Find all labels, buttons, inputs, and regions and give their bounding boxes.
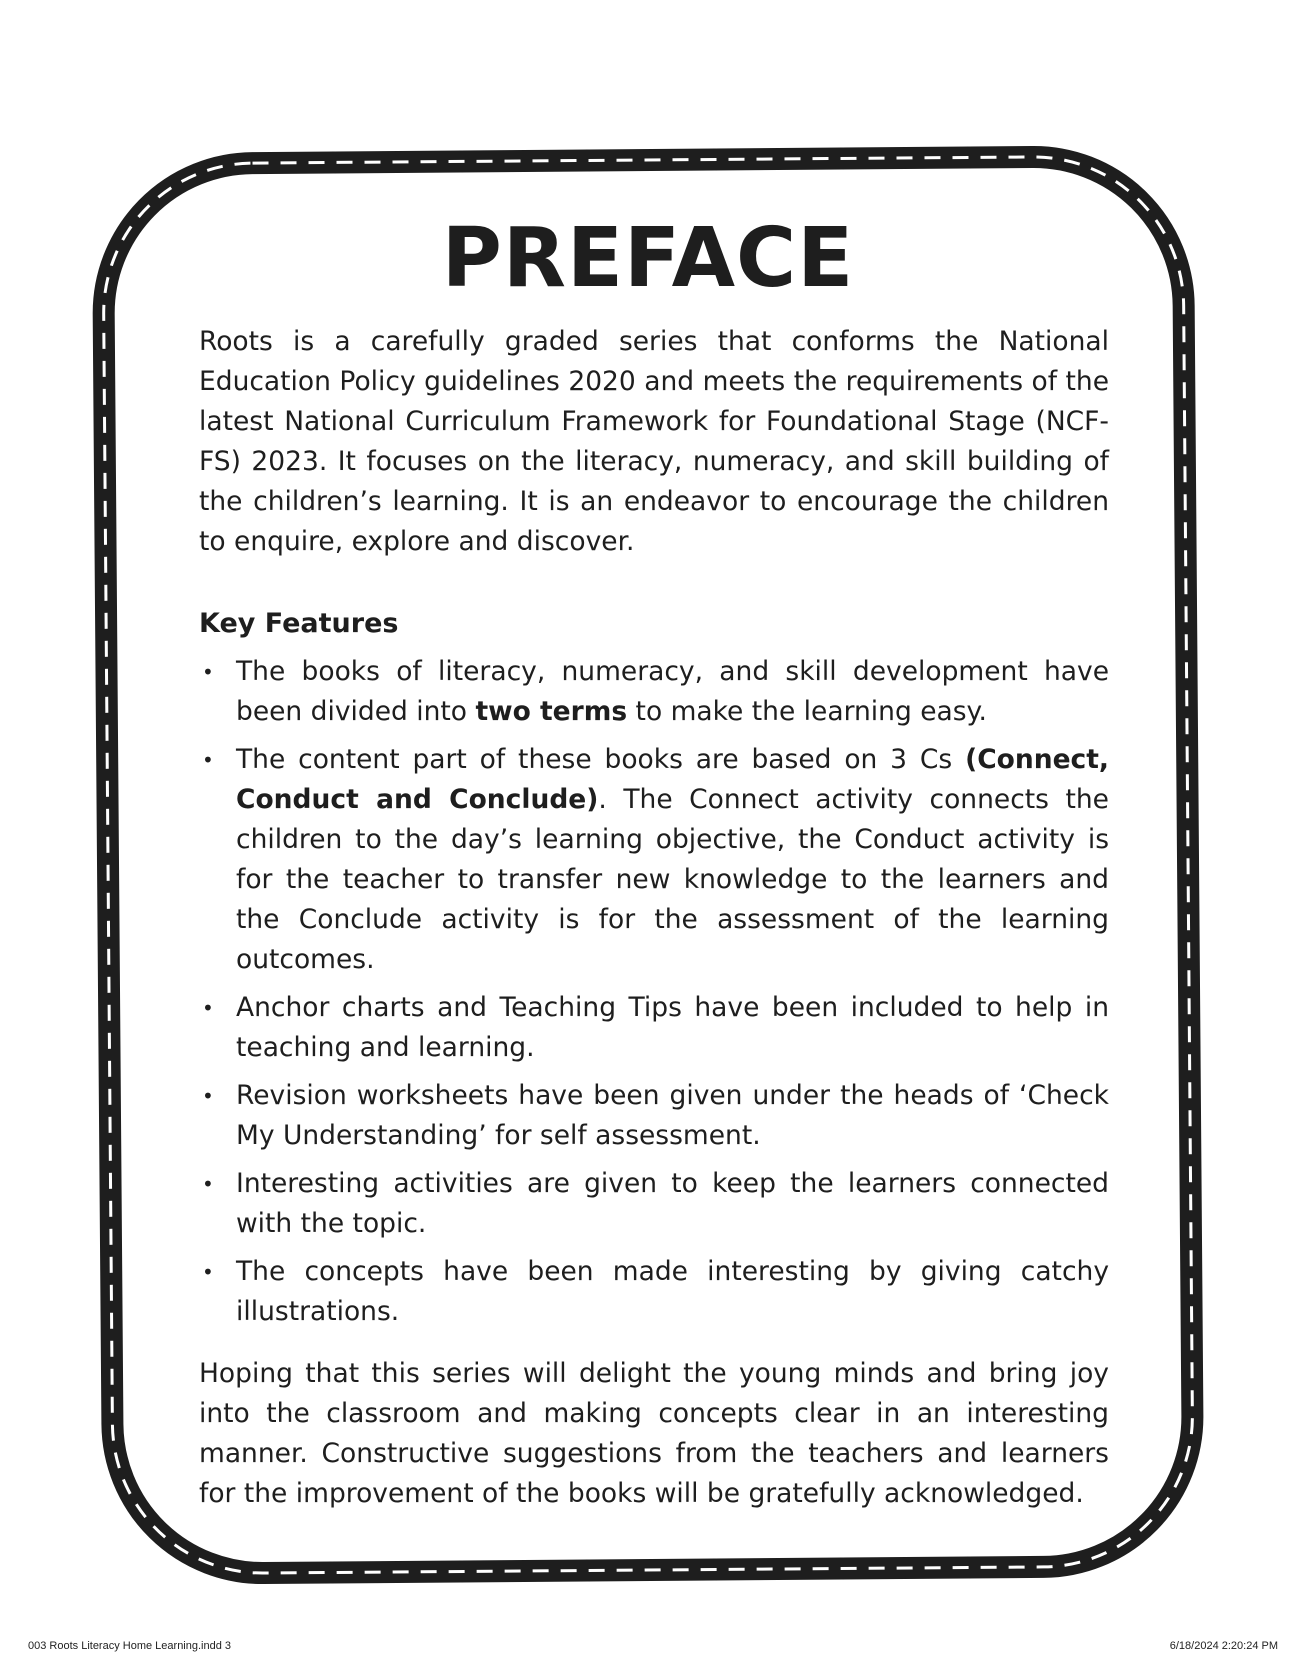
footer-timestamp: 6/18/2024 2:20:24 PM (1169, 1640, 1278, 1652)
feature-item-anchor-charts: • Anchor charts and Teaching Tips have been included to help in teaching and learning. (199, 988, 1109, 1068)
feature-item-illustrations: • The concepts have been made interesting by giving catchy illustrations. (199, 1252, 1109, 1332)
feature-item-activities: • Interesting activities are given to keep the learners connected with the topic. (199, 1164, 1109, 1244)
key-features-heading: Key Features (199, 608, 399, 639)
intro-paragraph: Roots is a carefully graded series that conforms the National Education Policy guidelines 2020 and meets the requirements of the latest National Curriculum Framework for Foundational Stage (NCF-FS) 2023. It focuses on the literacy, numeracy, and skill building of the children’s learning. It is an endeavor to encourage the children to enquire, explore and discover. (199, 326, 1109, 557)
page-title: PREFACE (441, 211, 855, 306)
feature-item-terms: • The books of literacy, numeracy, and skill development have been divided into two terms to make the learning easy. (199, 652, 1109, 732)
preface-content (199, 322, 1109, 1514)
key-features-list (199, 652, 1109, 1332)
feature-item-three-cs: • The content part of these books are based on 3 Cs (Connect, Conduct and Conclude). The Connect activity connects the children to the day’s learning objective, the Conduct activity is for the teacher to transfer new knowledge to the learners and the Conclude activity is for the assessment of the learning outcomes. (199, 740, 1109, 980)
closing-paragraph: Hoping that this series will delight the young minds and bring joy into the classroom and making concepts clear in an interesting manner. Constructive suggestions from the teachers and learners for the improvement of the books will be gratefully acknowledged. (199, 1358, 1109, 1509)
footer-filename: 003 Roots Literacy Home Learning.indd 3 (28, 1640, 232, 1652)
feature-item-revision-worksheets: • Revision worksheets have been given under the heads of ‘Check My Understanding’ for self assessment. (199, 1076, 1109, 1156)
